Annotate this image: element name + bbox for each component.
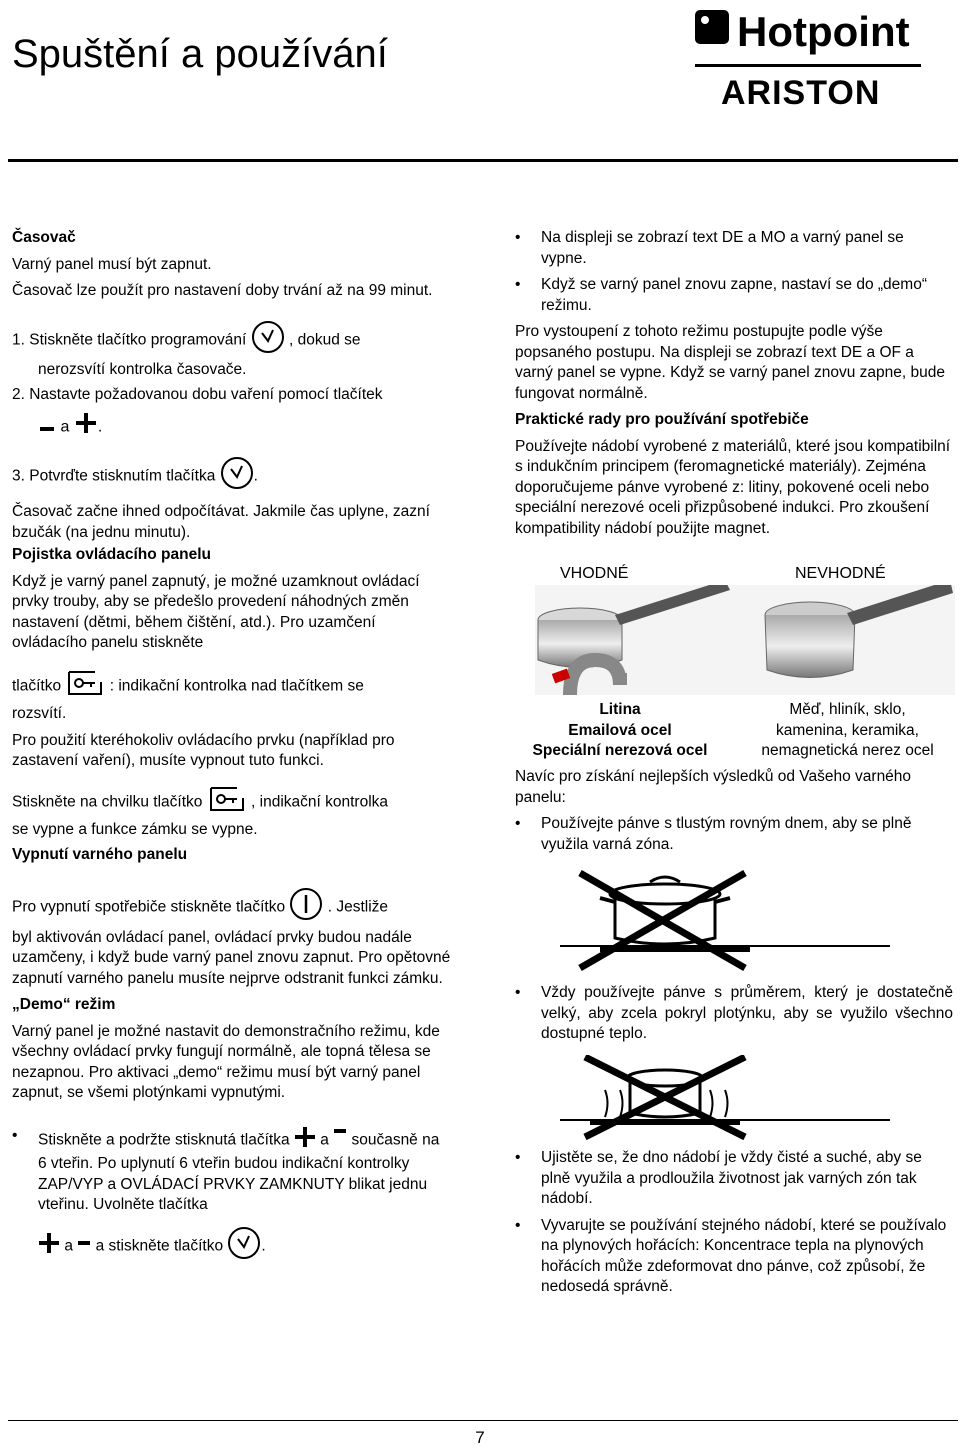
demo-text: Varný panel je možné nastavit do demonstračního režimu, kde všechny ovládací prvky fungují normálně, ale topná tělesa se nezapnou. Pro aktivaci „demo“ režimu musí být varný panel zapnut, se všemi plotýnkami vypnutými. xyxy=(12,1022,440,1101)
svg-text:Hotpoint: Hotpoint xyxy=(737,8,910,55)
tip-bullet: • Vždy používejte pánve s průměrem, který je dostatečně velký, aby zcela pokryl plotýnku, aby se využilo všechno dostupné teplo. xyxy=(515,983,953,1045)
off-heading: Vypnutí varného panelu xyxy=(12,845,188,863)
power-icon xyxy=(289,887,323,928)
tips-heading: Praktické rady pro používání spotřebiče xyxy=(515,411,809,428)
tip-bullet: • Ujistěte se, že dno nádobí je vždy čisté a suché, aby se plně využila a prodloužila životnost jak varných zón tak nádobí. xyxy=(515,1148,953,1210)
timer-heading: Časovač xyxy=(12,229,76,246)
timer-text: Časovač lze použít pro nastavení doby trvání až na 99 minut. xyxy=(12,282,433,299)
lock-text: Pro použití kteréhokoliv ovládacího prvku (například pro zastavení vaření), musíte vypnout tuto funkci. xyxy=(12,731,395,769)
footer-divider xyxy=(8,1420,958,1421)
key-lock-icon xyxy=(65,668,105,705)
tip-bullet: • Vyvarujte se používání stejného nádobí, které se používalo na plynových hořácích: Koncentrace tepla na plynových hořácích může zdeformovat dno pánve, což způsobí, že nedosedá správně. xyxy=(515,1216,953,1298)
demo-result-bullet: • Na displeji se zobrazí text DE a MO a varný panel se vypne. xyxy=(515,228,953,269)
step-1: 1. Stiskněte tlačítko programování , dokud se xyxy=(12,320,452,361)
crossed-small-pot-illustration xyxy=(560,1055,890,1140)
tip-b4 xyxy=(515,983,953,1045)
lock-heading: Pojistka ovládacího panelu xyxy=(12,546,211,563)
exit-demo-text: Pro vystoupení z tohoto režimu postupujte podle výše popsaného postupu. Na displeji se zobrazí text DE a OF a varný panel se vypne. Když se varný panel znovu zapne, bude fungovat normálně. xyxy=(515,323,945,402)
demo-buttons-line: a a stiskněte tlačítko . xyxy=(38,1226,452,1267)
plus-icon xyxy=(38,1232,60,1261)
step-3: 3. Potvrďte stisknutím tlačítka . xyxy=(12,456,452,497)
page-number: 7 xyxy=(475,1428,485,1447)
unsuitable-materials: Měď, hliník, sklo, kamenina, keramika, nemagnetická nerez ocel xyxy=(761,701,934,759)
svg-text:ARISTON: ARISTON xyxy=(721,74,881,112)
page-title: Spuštění a používání xyxy=(12,32,388,76)
more-tips xyxy=(515,1148,953,1298)
demo-heading: „Demo“ režim xyxy=(12,996,116,1013)
step-2: 2. Nastavte požadovanou dobu vaření pomocí tlačítek xyxy=(12,385,383,403)
step-1-cont: nerozsvítí kontrolka časovače. xyxy=(38,361,247,378)
step-2-buttons: a . xyxy=(12,411,452,444)
plus-icon xyxy=(74,411,98,444)
tips-text: Používejte nádobí vyrobené z materiálů, které jsou kompatibilní s indukčním principem (feromagnetické materiály). Zejména doporučujeme pánve vyrobené z: litiny, pokovené oceli nebo speciální nerezové oceli přizpůsobené indukci. Pro zkoušení kompatibility nádobí použijte magnet. xyxy=(515,437,951,537)
left-column xyxy=(12,228,452,1266)
right-column xyxy=(515,228,953,539)
plus-icon xyxy=(294,1126,316,1155)
suitable-materials: Litina Emailová ocel Speciální nerezová ocel xyxy=(532,701,708,759)
hotpoint-logo-icon xyxy=(693,8,923,113)
minus-icon xyxy=(38,412,56,443)
minus-icon xyxy=(333,1126,347,1155)
clock-icon xyxy=(251,320,285,361)
pan-magnet-illustration xyxy=(535,585,955,695)
clock-icon xyxy=(227,1226,261,1267)
suitable-label: VHODNÉ xyxy=(560,565,629,582)
key-lock-icon xyxy=(207,784,247,821)
minus-icon xyxy=(77,1232,91,1261)
best-results-text: Navíc pro získání nejlepších výsledků od Vašeho varného panelu: xyxy=(515,768,912,806)
lock-text: rozsvítí. xyxy=(12,705,67,722)
crossed-pot-illustration xyxy=(560,868,890,976)
lock-text: tlačítko : indikační kontrolka nad tlačítkem se xyxy=(12,668,452,705)
tip-bullet: • Používejte pánve s tlustým rovným dnem, aby se plně využila varná zóna. xyxy=(515,814,953,855)
lock-text: Stiskněte na chvilku tlačítko , indikační kontrolka xyxy=(12,784,452,821)
lock-text: Když je varný panel zapnutý, je možné uzamknout ovládací prvky trouby, aby se předešlo provedení náhodných změn nastavení (dětmi, během čištění, atd.). Pro uzamčení ovládacího panelu stiskněte xyxy=(12,572,420,651)
header-divider xyxy=(8,159,958,162)
lock-text: se vypne a funkce zámku se vypne. xyxy=(12,821,258,838)
clock-icon xyxy=(220,456,254,497)
demo-result-bullet: • Když se varný panel znovu zapne, nastaví se do „demo“ režimu. xyxy=(515,275,953,316)
timer-text: Varný panel musí být zapnut. xyxy=(12,255,212,273)
demo-bullet: • Stiskněte a podržte stisknutá tlačítka a současně na 6 vteřin. Po uplynutí 6 vteřin budou indikační kontrolky ZAP/VYP a OVLÁDACÍ PRVKY ZAMKNUTY blikat jednu vteřinu. Uvolněte tlačítka a a stiskněte tlačítko . xyxy=(12,1126,452,1267)
unsuitable-label: NEVHODNÉ xyxy=(795,565,886,582)
off-text: Pro vypnutí spotřebiče stiskněte tlačítko . Jestliže xyxy=(12,887,452,928)
brand-logo xyxy=(693,8,923,113)
best-results xyxy=(515,767,953,855)
off-text: byl aktivován ovládací panel, ovládací prvky budou nadále uzamčeny, i když bude varný panel znovu zapnut. Pro opětovné zapnutí varného panelu musíte nejprve odstranit funkci zámku. xyxy=(12,928,451,987)
timer-countdown-text: Časovač začne ihned odpočítávat. Jakmile čas uplyne, zazní bzučák (na jednu minutu). xyxy=(12,503,430,541)
